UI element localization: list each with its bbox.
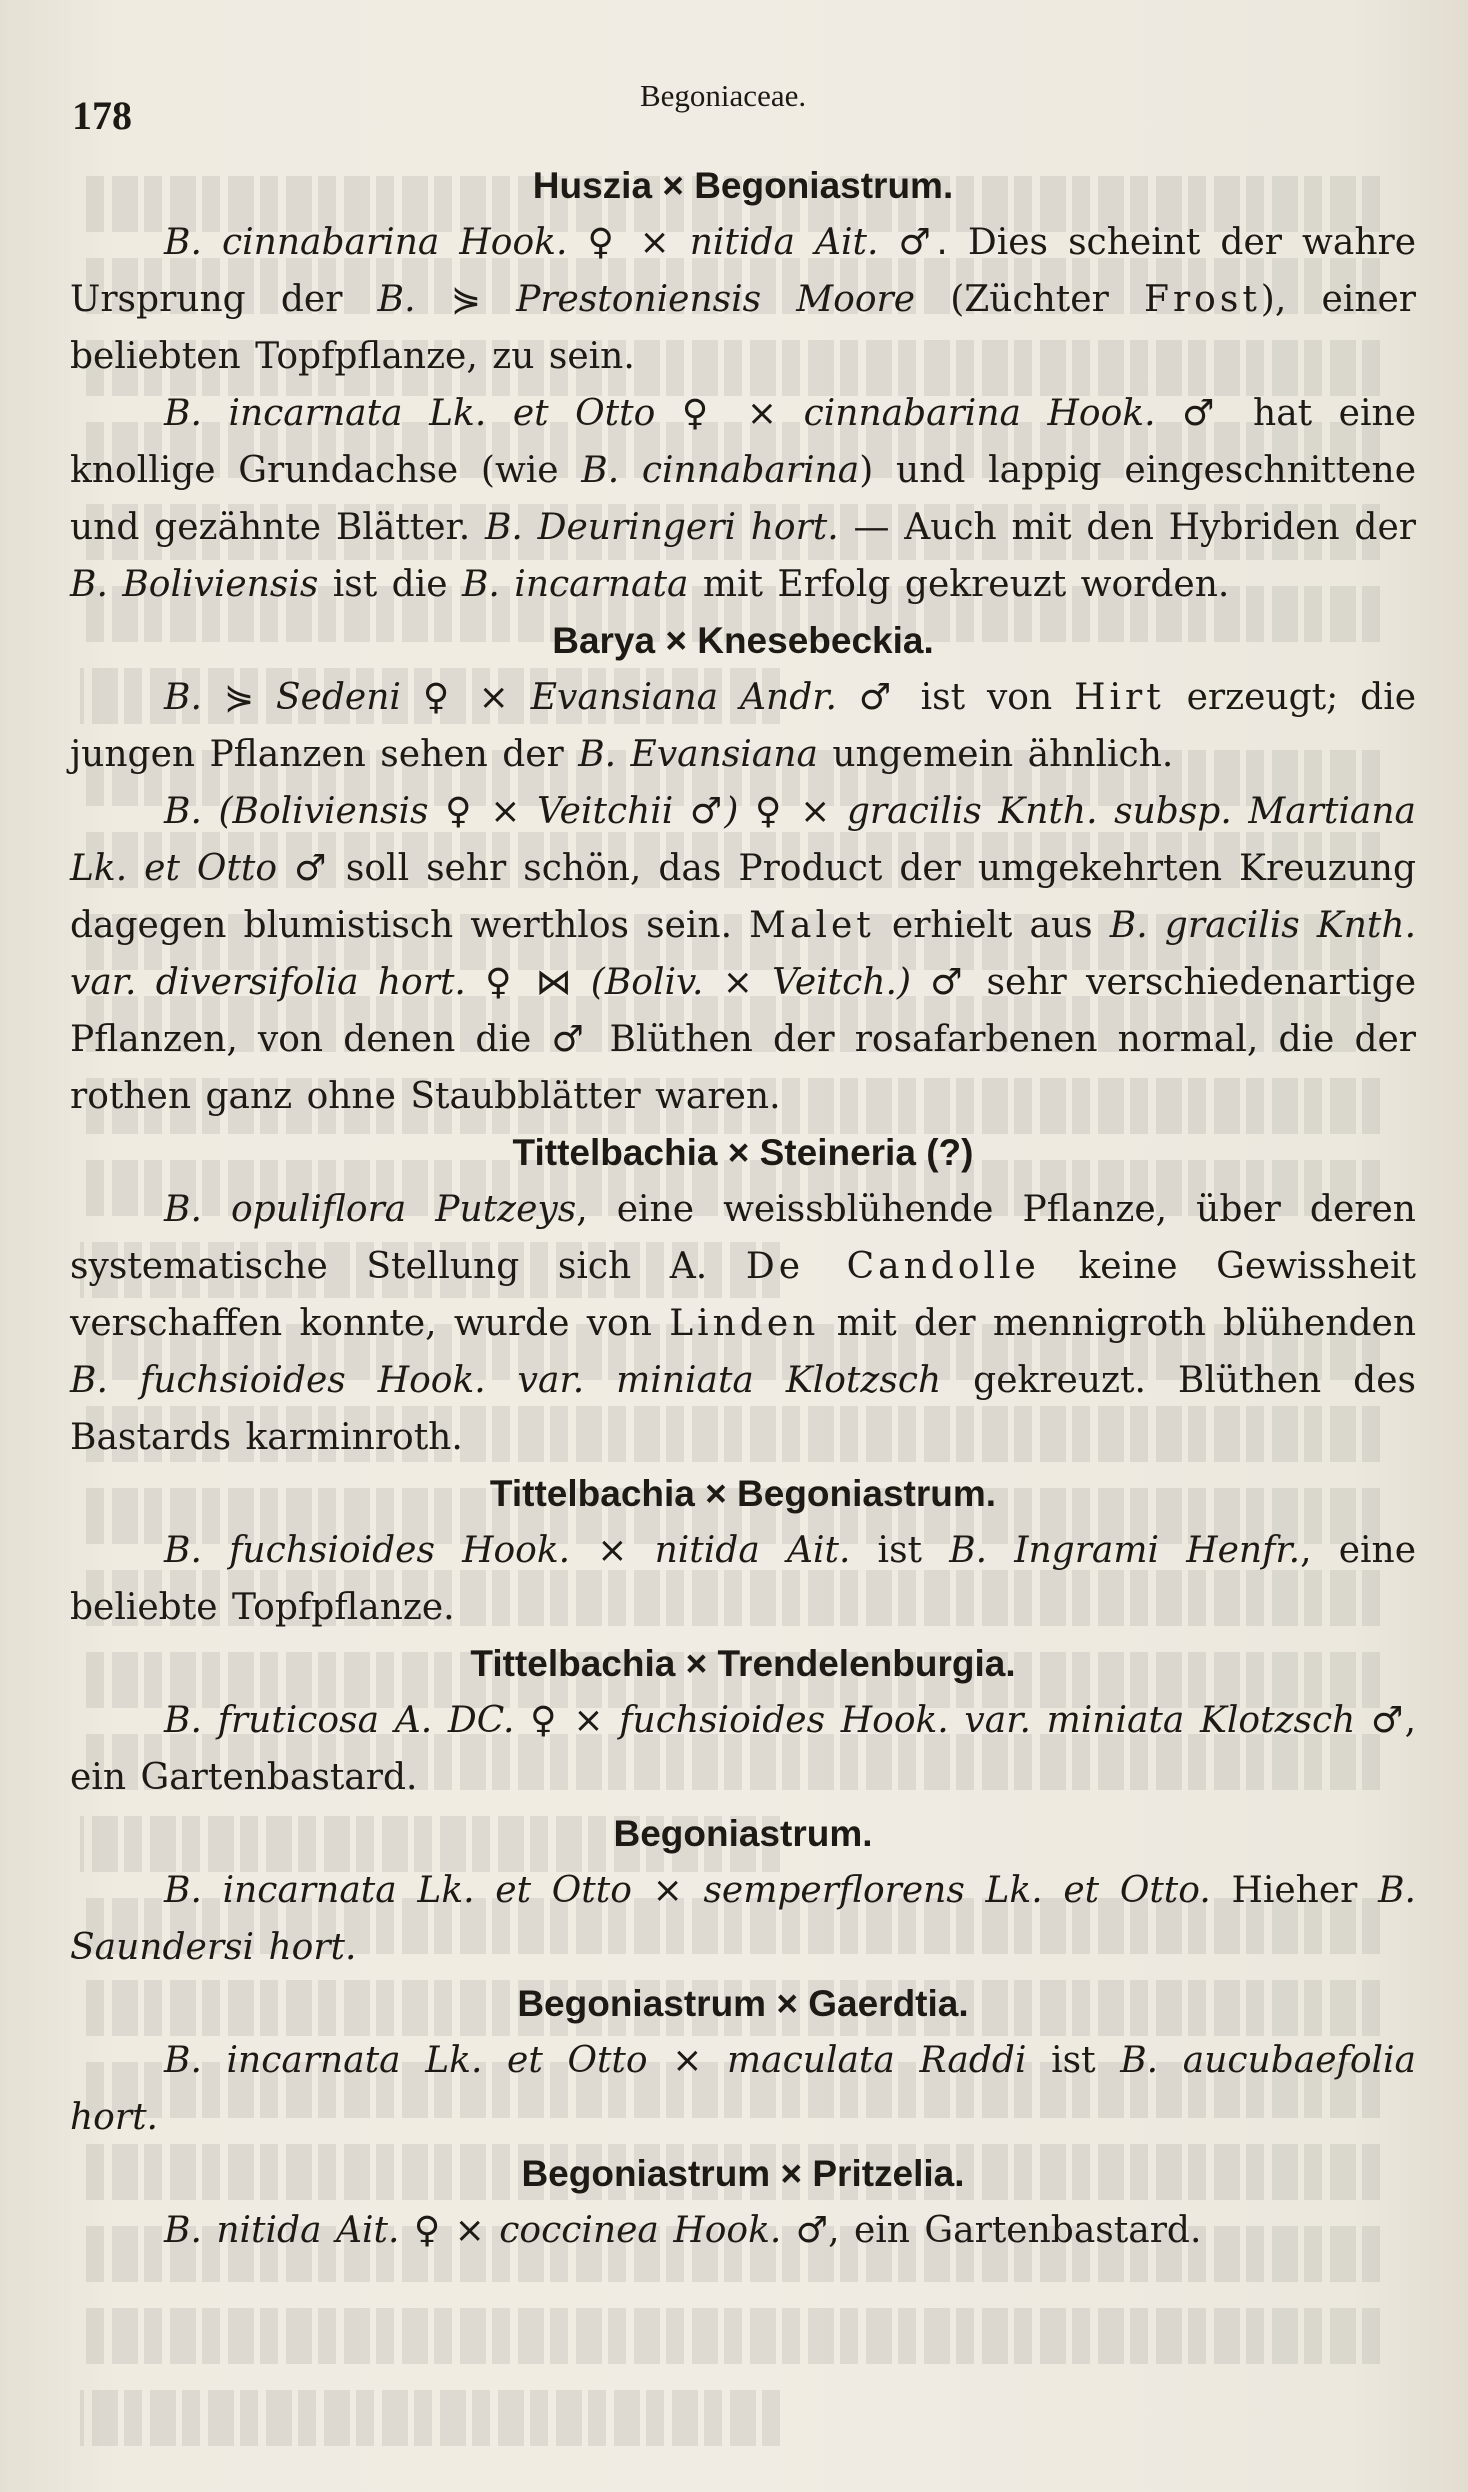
text-run: soll sehr schön, das Product der umgekehrten Kreuzung dagegen blumistisch werthlos sein. (70, 848, 1417, 946)
taxon-name: (Boliv. (590, 962, 723, 1003)
bleed-line (80, 2282, 1380, 2364)
taxon-name: Prestoniensis Moore (516, 279, 916, 320)
taxon-name: B. cinnabarina (581, 450, 860, 491)
text-run: ist (850, 1530, 950, 1571)
paragraph (70, 783, 1416, 1125)
taxon-name: B. cinnabarina Hook. (164, 222, 588, 263)
taxon-name: maculata Raddi (727, 2040, 1027, 2081)
text-run: , eine beliebte Topfpflanze. (70, 1530, 1417, 1628)
running-head (0, 72, 1468, 138)
taxon-name: B. nitida Ait. (164, 2210, 414, 2251)
taxon-name: B. aucubaefolia hort. (70, 2040, 1417, 2138)
bleed-line (80, 2446, 1380, 2450)
text-run: sehr verschiedenartige Pflanzen, von denen die (70, 962, 1417, 1060)
person-name: Malet (749, 905, 875, 946)
cross-symbol: ♂ (795, 2210, 829, 2251)
section-heading: Barya × Knesebeckia. (552, 620, 934, 661)
cross-symbol: × (652, 1870, 704, 1911)
cross-symbol: ♂ (1371, 1700, 1405, 1741)
paragraph (70, 385, 1416, 613)
person-name: De Candolle (745, 1246, 1040, 1287)
text-run: erzeugt; die jungen Pflanzen sehen der (70, 677, 1417, 775)
page-number: 178 (72, 93, 132, 138)
cross-symbol: ♂ (930, 962, 968, 1003)
taxon-name: B. incarnata Lk. et Otto (164, 393, 682, 434)
cross-symbol: ♂ (858, 677, 899, 718)
taxon-name: B. incarnata Lk. et Otto (164, 2040, 673, 2081)
paragraph (70, 214, 1416, 385)
taxon-name: B. Boliviensis (70, 564, 319, 605)
text-run: Hieher (1210, 1870, 1379, 1911)
paragraph (70, 669, 1416, 783)
text-run: ), einer beliebten Topfpflanze, zu sein. (70, 279, 1416, 377)
section-heading: Tittelbachia × Steineria (?) (512, 1132, 974, 1173)
paragraph (70, 1181, 1416, 1466)
paragraph (70, 1862, 1416, 1976)
cross-symbol: × (597, 1530, 655, 1571)
text-run: erhielt aus (874, 905, 1110, 946)
text-run: — Auch mit den Hybriden der (838, 507, 1416, 548)
cross-symbol: ♀ × (754, 791, 847, 832)
text-run: , ein Gartenbastard. (70, 1700, 1417, 1798)
taxon-name: ) (724, 791, 755, 832)
text-run: mit der mennigroth blühenden (819, 1303, 1417, 1344)
text-run: (Züchter (915, 279, 1144, 320)
text-run: gekreuzt. Blüthen des Bastards karminroth. (70, 1360, 1416, 1458)
taxon-name: Sedeni (275, 677, 423, 718)
taxon-name: B. Evansiana (578, 734, 818, 775)
paragraph (70, 2202, 1416, 2259)
text-run: Dies scheint der wahre Ursprung der (70, 222, 1417, 320)
text-run: Blüthen der rosafarbenen normal, die der rothen ganz ohne Staubblätter waren. (70, 1019, 1417, 1117)
taxon-name: B. gracilis Knth. var. diversifolia hort. (70, 905, 1417, 1003)
cross-symbol: × (722, 962, 773, 1003)
person-name: Hirt (1074, 677, 1165, 718)
taxon-name: B. Ingrami Henfr. (949, 1530, 1301, 1571)
section-heading: Tittelbachia × Begoniastrum. (489, 1473, 997, 1514)
person-name: Frost (1143, 279, 1261, 320)
text-run: keine Gewissheit verschaffen konnte, wurde von (70, 1246, 1416, 1344)
cross-symbol: ♀ × (587, 222, 690, 263)
paragraph (70, 1522, 1416, 1636)
text-run: ist von (898, 677, 1075, 718)
text-run: mit Erfolg gekreuzt worden. (688, 564, 1230, 605)
taxon-name: coccinea Hook. (499, 2210, 796, 2251)
cross-symbol: ♂ (551, 1019, 590, 1060)
taxon-name: Evansiana Andr. (530, 677, 859, 718)
text-run: ) und lappig eingeschnittene und gezähnte Blätter. (70, 450, 1417, 548)
taxon-name: nitida Ait. (689, 222, 899, 263)
text-run: ist (1026, 2040, 1121, 2081)
taxon-name: semperflorens Lk. et Otto. (703, 1870, 1211, 1911)
taxon-name: B. Saundersi hort. (70, 1870, 1416, 1968)
cross-symbol: ♂. (898, 222, 948, 263)
text-run: , eine weissblühende Pflanze, über deren systematische Stellung sich A. (70, 1189, 1416, 1287)
cross-symbol: ♂ (689, 791, 725, 832)
taxon-name: B. opuliflora Putzeys (164, 1189, 577, 1230)
section-heading: Huszia × Begoniastrum. (532, 165, 954, 206)
section-heading: Begoniastrum × Pritzelia. (521, 2153, 965, 2194)
text-run: , ein Gartenbastard. (828, 2210, 1202, 2251)
taxon-name: B. (Boliviensis (164, 791, 446, 832)
paragraph (70, 1692, 1416, 1806)
section-heading: Tittelbachia × Trendelenburgia. (470, 1643, 1016, 1684)
taxon-name: fuchsioides Hook. var. miniata Klotzsch (619, 1700, 1372, 1741)
taxon-name: B. (164, 677, 224, 718)
bleed-line (80, 2364, 780, 2446)
section-heading: Begoniastrum. (613, 1813, 873, 1854)
cross-symbol: ⋟ (450, 279, 517, 320)
text-run: ist die (318, 564, 462, 605)
cross-symbol: ♂ (1182, 393, 1227, 434)
taxon-name: Veitchii (536, 791, 690, 832)
taxon-name: B. incarnata Lk. et Otto (164, 1870, 653, 1911)
taxon-name: Veitch.) (772, 962, 931, 1003)
cross-symbol: ♀ × (413, 2210, 500, 2251)
cross-symbol: ⋟ (223, 677, 276, 718)
page-body (70, 158, 1416, 2259)
cross-symbol: ♀ ⋈ (485, 962, 591, 1003)
taxon-name: B. Deuringeri hort. (484, 507, 839, 548)
cross-symbol: ♂ (294, 848, 329, 889)
text-run: hat eine knollige Grundachse (wie (70, 393, 1416, 491)
taxon-name: nitida Ait. (654, 1530, 851, 1571)
taxon-name: B. (377, 279, 451, 320)
taxon-name: gracilis Knth. subsp. Martiana Lk. et Otto (70, 791, 1416, 889)
running-title: Begoniaceae. (640, 78, 807, 113)
cross-symbol: ♀ × (445, 791, 537, 832)
cross-symbol: ♀ × (530, 1700, 620, 1741)
cross-symbol: ♀ × (681, 393, 804, 434)
cross-symbol: × (672, 2040, 727, 2081)
taxon-name: B. fuchsioides Hook. (164, 1530, 598, 1571)
person-name: Linden (669, 1303, 820, 1344)
taxon-name: cinnabarina Hook. (803, 393, 1183, 434)
text-run: ungemein ähnlich. (817, 734, 1174, 775)
section-heading: Begoniastrum × Gaerdtia. (517, 1983, 969, 2024)
taxon-name: B. fruticosa A. DC. (164, 1700, 531, 1741)
cross-symbol: ♀ × (422, 677, 531, 718)
paragraph (70, 2032, 1416, 2146)
taxon-name: B. incarnata (461, 564, 689, 605)
taxon-name: B. fuchsioides Hook. var. miniata Klotzsch (70, 1360, 942, 1401)
